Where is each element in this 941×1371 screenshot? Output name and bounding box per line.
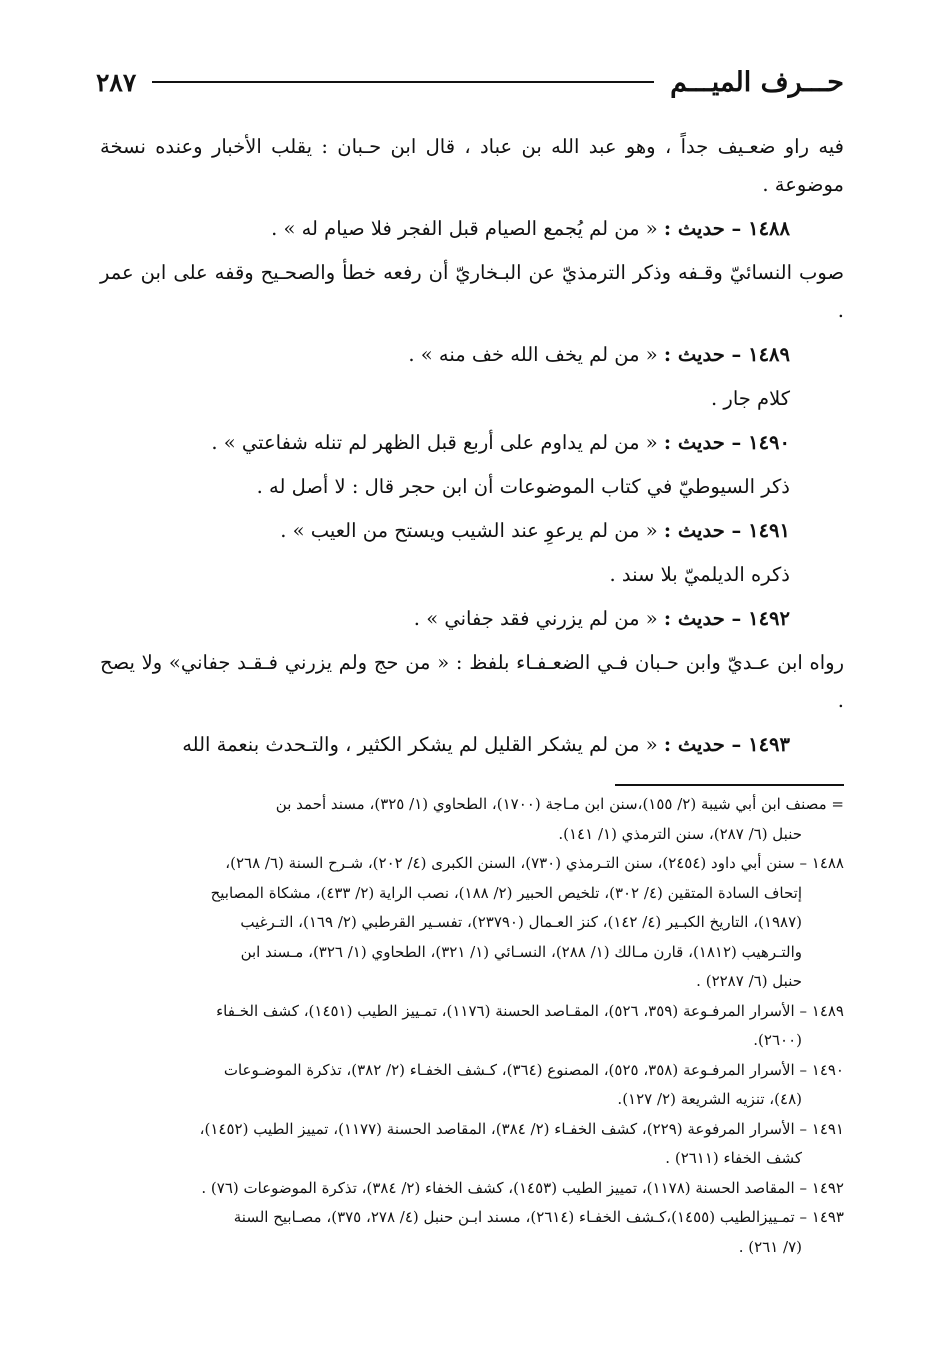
hadith-text: « من لم يزرني فقد جفاني » . — [413, 607, 658, 630]
hadith-number: ١٤٩٠ – حديث : — [663, 431, 790, 454]
footnote-number: ١٤٩٣ — [811, 1208, 844, 1226]
page-header — [96, 62, 844, 102]
footnote-line: والتـرهيب (١٨١٢)، قارن مـالك (١/ ٢٨٨)، النسـائي (١/ ٣٢١)، الطحاوي (١/ ٣٢٦)، مـسند ابن — [240, 942, 802, 961]
footnote-separator — [615, 784, 844, 786]
hadith-entry — [100, 336, 844, 374]
text-paragraph: ذكر السيوطيّ في كتاب الموضوعات أن ابن حجر قال : لا أصل له . — [256, 475, 790, 498]
footnotes — [100, 790, 844, 1262]
footnote: ١٤٩١ – الأسرار المرفوعة (٢٢٩)، كشف الخفـاء (٢/ ٣٨٤)، المقاصد الحسنة (١١٧٧)، تمييز الطيب (١٤٥٢)، — [199, 1119, 844, 1138]
text-paragraph: ذكره الديلميّ بلا سند . — [609, 563, 790, 586]
footnote-line: (٤٨)، تنزيه الشريعة (٢/ ١٢٧). — [617, 1090, 802, 1108]
footnote-line: (١٩٨٧)، التاريخ الكبـير (٤/ ١٤٢)، كنز العـمال (٢٣٧٩٠)، تفسـير القرطبي (٢/ ١٦٩)، التـرغيب — [240, 913, 802, 931]
footnote-line: (٧/ ٢٦١) . — [738, 1237, 802, 1256]
hadith-number: ١٤٩٣ – حديث : — [663, 733, 790, 756]
footnote: ١٤٩٠ – الأسرار المرفـوعة (٣٥٨، ٥٢٥)، المصنوع (٣٦٤)، كـشف الخفـاء (٢/ ٣٨٢)، تذكرة الموضـوعات — [223, 1060, 844, 1079]
footnote-number: ١٤٩٢ — [811, 1178, 844, 1197]
footnote-line: حنبل (٦/ ٢٨٧)، سنن الترمذي (١/ ١٤١). — [558, 824, 802, 843]
header-rule — [152, 81, 654, 83]
footnote-line: (٢٦٠٠). — [753, 1031, 802, 1049]
footnote: = مصنف ابن أبي شيبة (٢/ ١٥٥)،سنن ابن مـاجة (١٧٠٠)، الطحاوي (١/ ٣٢٥)، مسند أحمد بن — [275, 795, 844, 813]
hadith-number: ١٤٨٨ – حديث : — [663, 217, 790, 240]
footnote-line: كشف الخفاء (٢٦١١) . — [665, 1149, 802, 1167]
footnote-number: ١٤٩١ — [811, 1119, 844, 1138]
hadith-text: « من لم يخف الله خف منه » . — [408, 343, 658, 366]
footnote: ١٤٩٣ – تمـييزالطيب (١٤٥٥)،كـشف الخفـاء (٢٦١٤)، مسند ابـن حنبل (٤/ ٢٧٨، ٣٧٥)، مصـابيح السنة — [233, 1208, 844, 1226]
hadith-text: « من لم يُجمع الصيام قبل الفجر فلا صيام له » . — [271, 217, 658, 240]
hadith-number: ١٤٨٩ – حديث : — [663, 343, 790, 366]
hadith-entry — [100, 424, 844, 462]
footnote: ١٤٨٩ – الأسرار المرفـوعة (٣٥٩، ٥٢٦)، المقـاصد الحسنة (١١٧٦)، تمـييز الطيب (١٤٥١)، كشف الخـفاء — [216, 1001, 844, 1020]
footnote: ١٤٩٢ – المقاصد الحسنة (١١٧٨)، تمييز الطيب (١٤٥٣)، كشف الخفاء (٢/ ٣٨٤)، تذكرة الموضوعات (٧٦) . — [201, 1178, 844, 1197]
hadith-entry — [100, 600, 844, 638]
hadith-number: ١٤٩٢ – حديث : — [663, 607, 790, 630]
footnote-number: ١٤٨٨ — [811, 854, 844, 872]
running-title: حـــرف الميـــم — [670, 66, 844, 98]
hadith-entry — [100, 726, 844, 764]
hadith-entry — [100, 210, 844, 248]
footnote-number: ١٤٩٠ — [811, 1060, 844, 1079]
hadith-entry — [100, 512, 844, 550]
hadith-text: « من لم يرعوِ عند الشيب ويستح من العيب » . — [280, 519, 658, 542]
text-paragraph: صوب النسائيّ وقـفه وذكر الترمذيّ عن البـخاريّ أن رفعه خطأ والصحـيح وقفه على ابن عمر . — [100, 261, 844, 322]
text-paragraph: فيه راو ضعـيف جداً ، وهو عبد الله بن عباد ، قال ابن حـبان : يقلب الأخبار وعنده نسخة موضوعة . — [100, 135, 844, 196]
hadith-text: « من لم يشكر القليل لم يشكر الكثير ، والتـحدث بنعمة الله — [182, 733, 658, 756]
footnote-line: إتحاف السادة المتقين (٤/ ٣٠٢)، تلخيص الحبير (٢/ ١٨٨)، نصب الراية (٢/ ٤٣٣)، مشكاة المصابيح — [210, 883, 802, 902]
main-text — [100, 128, 844, 770]
footnote: ١٤٨٨ – سنن أبي داود (٢٤٥٤)، سنن التـرمذي (٧٣٠)، السنن الكبرى (٤/ ٢٠٢)، شـرح السنة (٦/ ٢٦٨)، — [225, 854, 844, 872]
text-paragraph: رواه ابن عـديّ وابن حـبان فـي الضعـفـاء بلفظ : « من حج ولم يزرني فـقـد جفاني» ولا يصح . — [100, 651, 844, 712]
page-number: ٢٨٧ — [96, 67, 137, 97]
hadith-text: « من لم يداوم على أربع قبل الظهر لم تنله شفاعتي » . — [211, 431, 658, 454]
text-paragraph: كلام جار . — [711, 387, 790, 410]
footnote-number: ١٤٨٩ — [811, 1001, 844, 1020]
hadith-number: ١٤٩١ – حديث : — [663, 519, 790, 542]
footnote-line: حنبل (٦/ ٢٢٨٧) . — [696, 972, 802, 990]
